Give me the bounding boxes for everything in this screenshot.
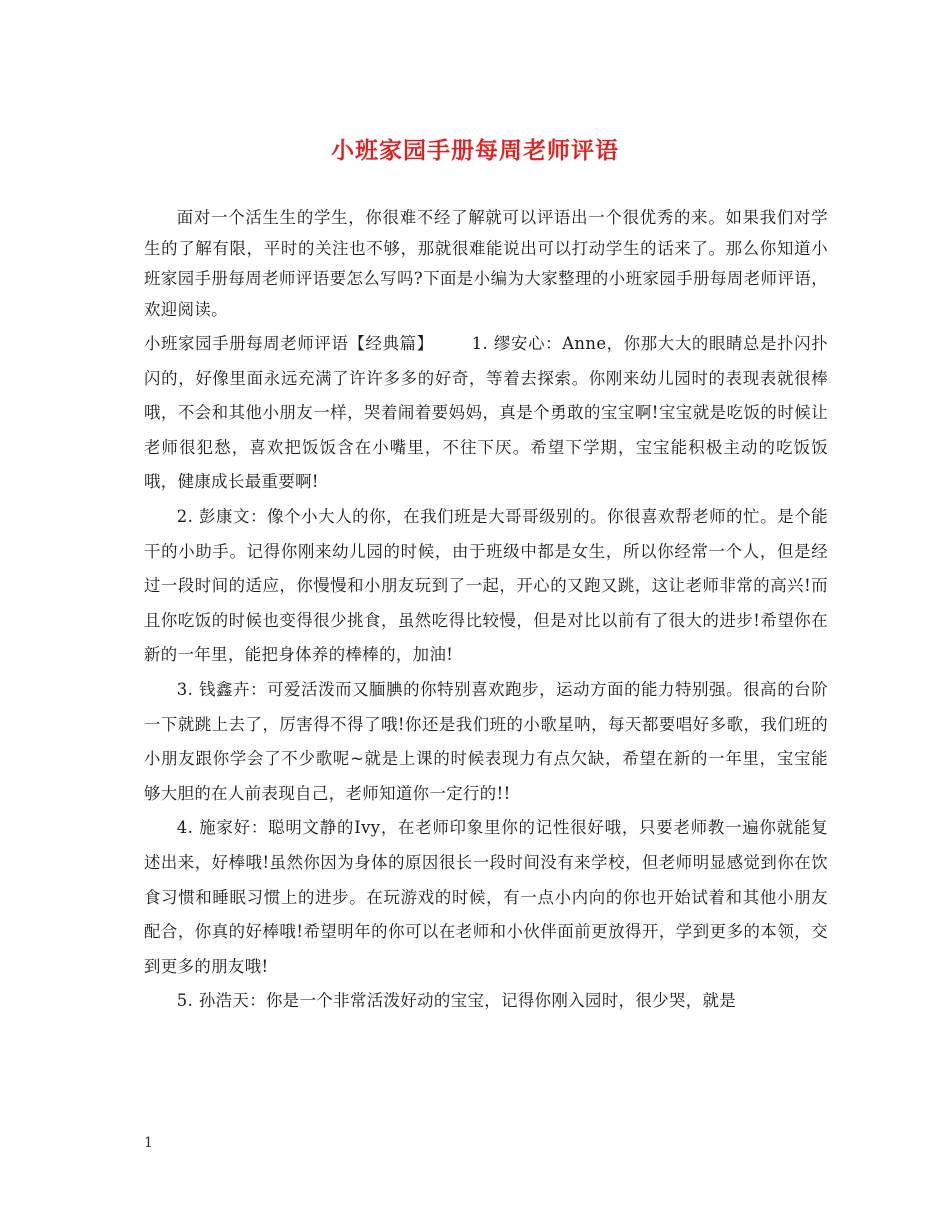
comment-5: 5. 孙浩天：你是一个非常活泼好动的宝宝，记得你刚入园时，很少哭，就是: [176, 991, 737, 1011]
document-body: [144, 203, 828, 1019]
section-heading: 小班家园手册每周老师评语【经典篇】: [144, 334, 434, 353]
document-title: 小班家园手册每周老师评语: [331, 137, 619, 164]
comment-2: 2. 彭康文：像个小大人的你，在我们班是大哥哥级别的。你很喜欢帮老师的忙。是个能干的小助手。记得你刚来幼儿园的时候，由于班级中都是女生，所以你经常一个人，但是经过一段时间的适应，你慢慢和小朋友玩到了一起，开心的又跑又跳，这让老师非常的高兴!而且你吃饭的时候也变得很少挑食，虽然吃得比较慢，但是对比以前有了很大的进步!希望你在新的一年里，能把身体养的棒棒的，加油!: [144, 506, 828, 665]
comment-4: 4. 施家好：聪明文静的Ivy，在老师印象里你的记性很好哦，只要老师教一遍你就能复述出来，好棒哦!虽然你因为身体的原因很长一段时间没有来学校，但老师明显感觉到你在饮食习惯和睡眠习惯上的进步。在玩游戏的时候，有一点小内向的你也开始试着和其他小朋友配合，你真的好棒哦!希望明年的你可以在老师和小伙伴面前更放得开，学到更多的本领，交到更多的朋友哦!: [144, 818, 828, 976]
comment-1: 1. 缪安心：Anne，你那大大的眼睛总是扑闪扑闪的，好像里面永远充满了许许多多的好奇，等着去探索。你刚来幼儿园时的表现表就很棒哦，不会和其他小朋友一样，哭着闹着要妈妈，真是个勇敢的宝宝啊!宝宝就是吃饭的时候让老师很犯愁，喜欢把饭饭含在小嘴里，不往下厌。希望下学期，宝宝能积极主动的吃饭饭哦，健康成长最重要啊!: [144, 334, 828, 492]
section-paragraph-1: [144, 327, 828, 500]
page-number: 1: [144, 1135, 153, 1151]
comment-3: 3. 钱鑫卉：可爱活泼而又腼腆的你特别喜欢跑步，运动方面的能力特别强。很高的台阶一下就跳上去了，厉害得不得了哦!你还是我们班的小歌星呐，每天都要唱好多歌，我们班的小朋友跟你学会了不少歌呢~就是上课的时候表现力有点欠缺，希望在新的一年里，宝宝能够大胆的在人前表现自己，老师知道你一定行的!!: [144, 679, 828, 803]
intro-paragraph: 面对一个活生生的学生，你很难不经了解就可以评语出一个很优秀的来。如果我们对学生的了解有限，平时的关注也不够，那就很难能说出可以打动学生的话来了。那么你知道小班家园手册每周老师评语要怎么写吗?下面是小编为大家整理的小班家园手册每周老师评语，欢迎阅读。: [144, 208, 828, 319]
